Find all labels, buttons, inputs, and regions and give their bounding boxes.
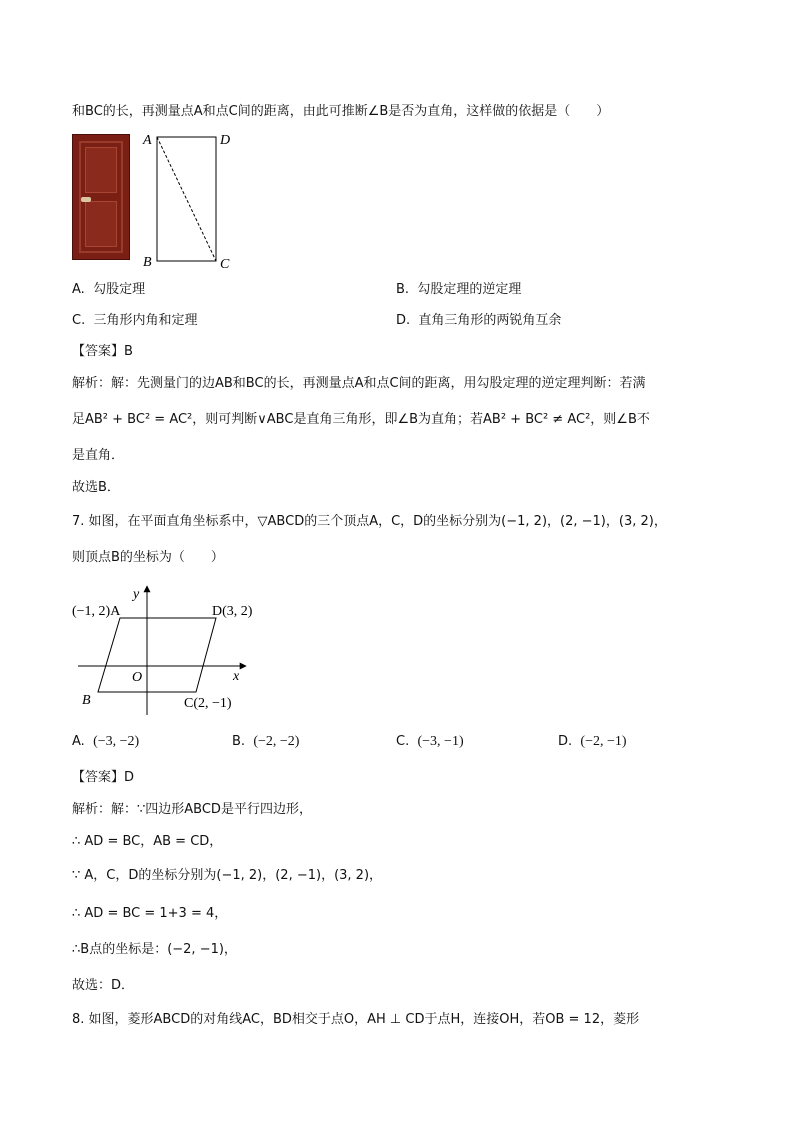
origin-label: O bbox=[132, 670, 143, 685]
point-C-label: C(2, −1) bbox=[184, 696, 232, 711]
label-D: D bbox=[220, 133, 231, 148]
q7-option-a: A. (−3, −2) bbox=[72, 734, 140, 749]
label-C: C bbox=[220, 257, 230, 270]
label-B: B bbox=[143, 255, 152, 270]
q7-stem-line-1: 7. 如图，在平面直角坐标系中，▽ABCD的三个顶点A，C，D的坐标分别为(−1, 2)，(2, −1)，(3, 2)， bbox=[72, 514, 667, 529]
point-A-label: (−1, 2)A bbox=[72, 604, 121, 619]
q7-analysis-line-4: ∴ AD = BC = 1+3 = 4， bbox=[72, 906, 228, 921]
q7-answer: 【答案】D bbox=[72, 770, 135, 785]
q7-analysis-line-2: ∴ AD = BC，AB = CD， bbox=[72, 834, 223, 849]
q6-answer: 【答案】B bbox=[72, 344, 133, 359]
q6-option-c: C. 三角形内角和定理 bbox=[72, 313, 198, 328]
q6-option-a: A. 勾股定理 bbox=[72, 282, 146, 297]
axis-x-label: x bbox=[233, 669, 240, 684]
door-image bbox=[72, 134, 130, 260]
q7-option-b: B. (−2, −2) bbox=[232, 734, 300, 749]
q6-option-d: D. 直角三角形的两锐角互余 bbox=[396, 313, 562, 328]
q6-analysis-line-1: 解析：解：先测量门的边AB和BC的长，再测量点A和点C间的距离，用勾股定理的逆定理判断：若满 bbox=[72, 376, 646, 391]
q6-stem: 和BC的长，再测量点A和点C间的距离，由此可推断∠B是否为直角，这样做的依据是（ ） bbox=[72, 104, 610, 119]
point-D-label: D(3, 2) bbox=[212, 604, 253, 619]
q7-option-d: D. (−2, −1) bbox=[558, 734, 627, 749]
q7-parallelogram-figure bbox=[70, 580, 270, 720]
q6-analysis-line-4: 故选B． bbox=[72, 480, 120, 495]
door-handle-icon bbox=[81, 197, 91, 202]
q6-analysis-line-2: 足AB² + BC² = AC²，则可判断∨ABC是直角三角形，即∠B为直角；若AB² + BC² ≠ AC²，则∠B不 bbox=[72, 412, 650, 427]
q6-option-b: B. 勾股定理的逆定理 bbox=[396, 282, 522, 297]
label-A: A bbox=[143, 133, 152, 148]
q7-analysis-line-1: 解析：解：∵四边形ABCD是平行四边形， bbox=[72, 802, 312, 817]
axis-y-label: y bbox=[133, 587, 140, 602]
q6-rectangle-figure bbox=[140, 128, 240, 270]
q7-option-c: C. (−3, −1) bbox=[396, 734, 464, 749]
q7-analysis-line-5: ∴B点的坐标是：(−2, −1)， bbox=[72, 942, 237, 957]
point-B-label: B bbox=[82, 693, 91, 708]
q7-analysis-line-6: 故选：D． bbox=[72, 978, 135, 993]
q7-analysis-line-3: ∵ A，C，D的坐标分别为(−1, 2)，(2, −1)，(3, 2)， bbox=[72, 868, 383, 883]
q7-stem-line-2: 则顶点B的坐标为（ ） bbox=[72, 550, 224, 565]
q6-analysis-line-3: 是直角． bbox=[72, 448, 125, 463]
q8-stem: 8. 如图，菱形ABCD的对角线AC，BD相交于点O，AH ⊥ CD于点H，连接OH，若OB = 12，菱形 bbox=[72, 1012, 640, 1027]
